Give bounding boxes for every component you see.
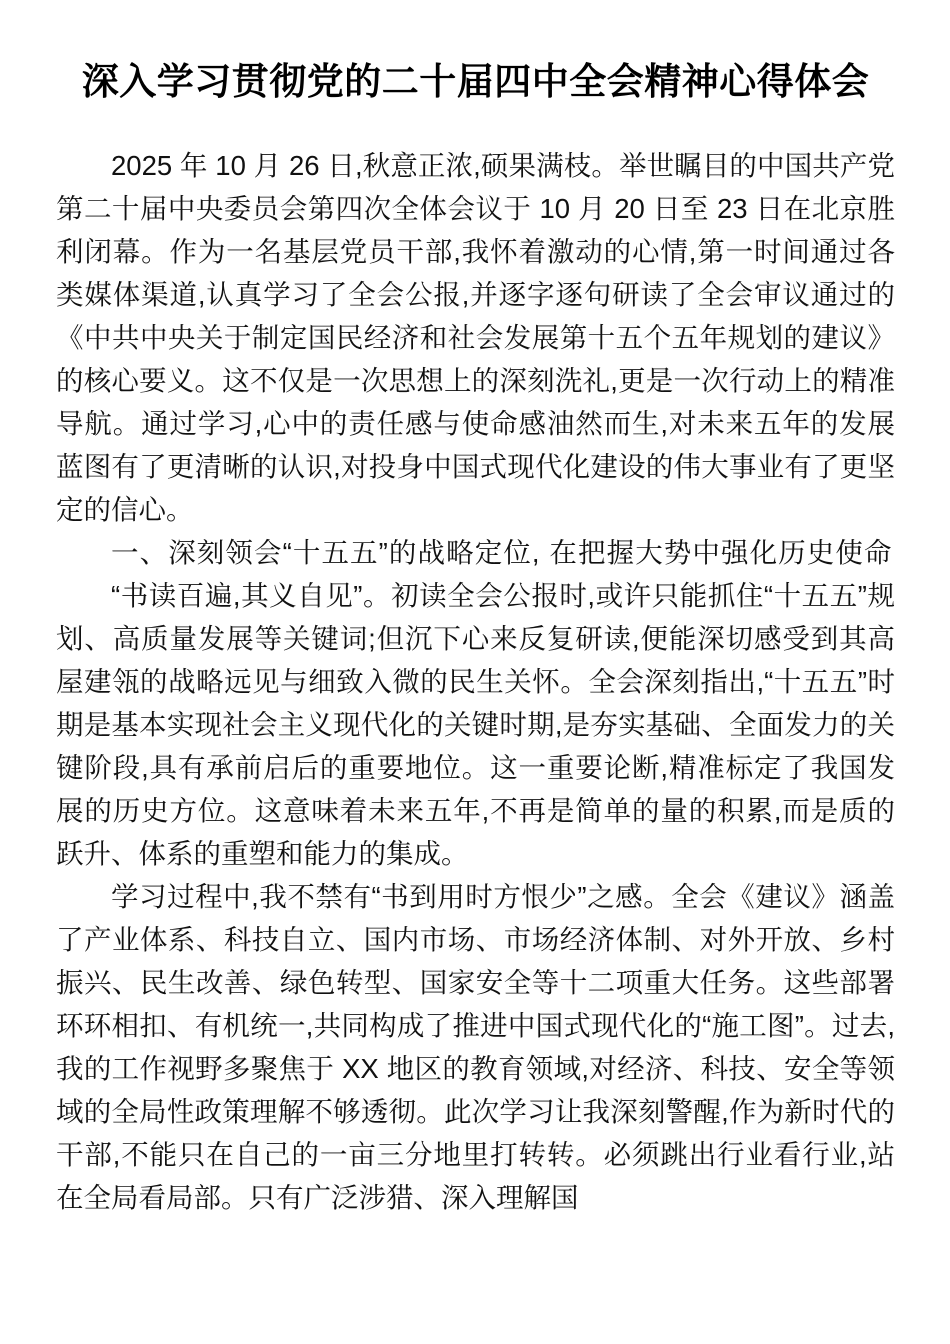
- paragraph-learning-process: 学习过程中,我不禁有“书到用时方恨少”之感。全会《建议》涵盖了产业体系、科技自立、国内市场、市场经济体制、对外开放、乡村振兴、民生改善、绿色转型、国家安全等十二项重大任务。这些部署环环相扣、有机统一,共同构成了推进中国式现代化的“施工图”。过去,我的工作视野多聚焦于 XX 地区的教育领域,对经济、科技、安全等领域的全局性政策理解不够透彻。此次学习让我深刻警醒,作为新时代的干部,不能只在自己的一亩三分地里打转转。必须跳出行业看行业,站在全局看局部。只有广泛涉猎、深入理解国: [56, 881, 895, 1213]
- section-heading-one: 一、深刻领会“十五五”的战略定位, 在把握大势中强化历史使命: [111, 537, 893, 568]
- document-body: [56, 0, 895, 1219]
- paragraph-intro: 2025 年 10 月 26 日,秋意正浓,硕果满枝。举世瞩目的中国共产党第二十届中央委员会第四次全体会议于 10 月 20 日至 23 日在北京胜利闭幕。作为一名基层党员干部,我怀着激动的心情,第一时间通过各类媒体渠道,认真学习了全会公报,并逐字逐句研读了全会审议通过的《中共中央关于制定国民经济和社会发展第十五个五年规划的建议》的核心要义。这不仅是一次思想上的深刻洗礼,更是一次行动上的精准导航。通过学习,心中的责任感与使命感油然而生,对未来五年的发展蓝图有了更清晰的认识,对投身中国式现代化建设的伟大事业有了更坚定的信心。: [56, 150, 895, 525]
- document-content: [56, 144, 895, 1219]
- page-title: 深入学习贯彻党的二十届四中全会精神心得体会: [81, 61, 870, 102]
- paragraph-strategic-position: “书读百遍,其义自见”。初读全会公报时,或许只能抓住“十五五”规划、高质量发展等关键词;但沉下心来反复研读,便能深切感受到其高屋建瓴的战略远见与细致入微的民生关怀。全会深刻指出,“十五五”时期是基本实现社会主义现代化的关键时期,是夯实基础、全面发力的关键阶段,具有承前启后的重要地位。这一重要论断,精准标定了我国发展的历史方位。这意味着未来五年,不再是简单的量的积累,而是质的跃升、体系的重塑和能力的集成。: [56, 580, 895, 869]
